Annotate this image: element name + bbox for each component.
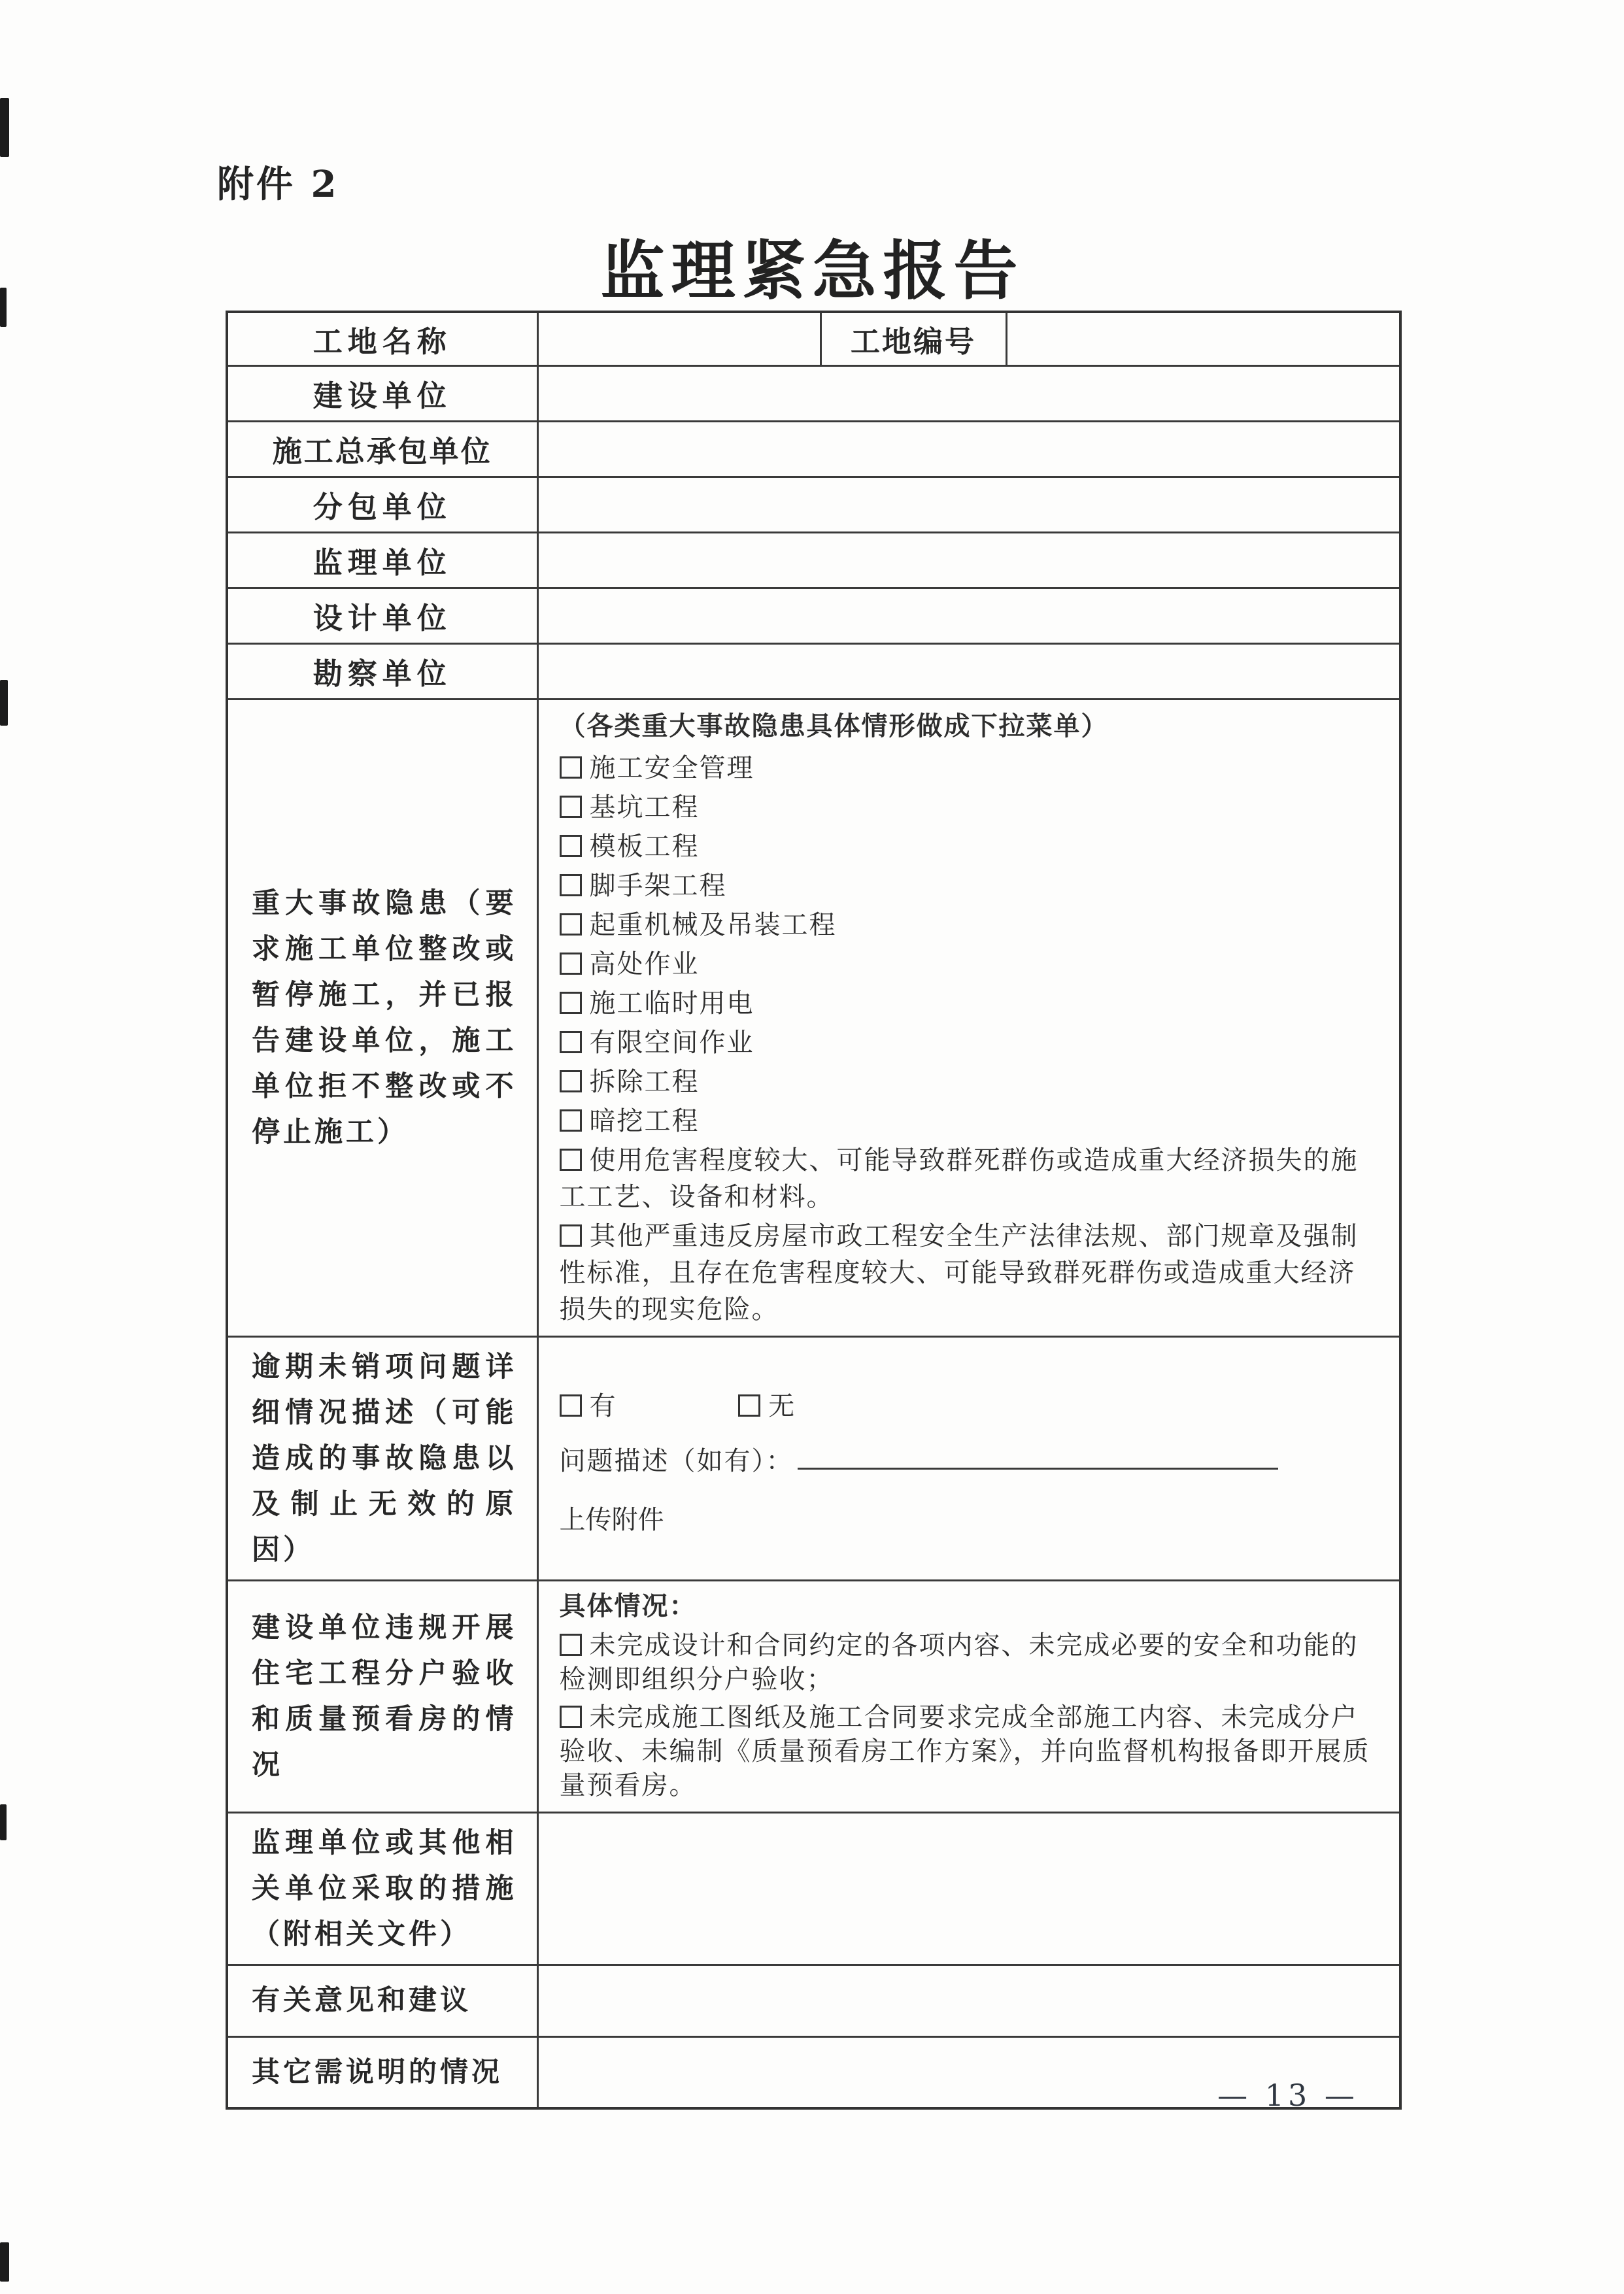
overdue-issue-content-cell xyxy=(537,1336,1400,1580)
checkbox-icon xyxy=(560,1031,582,1053)
scan-artifact xyxy=(0,98,9,157)
problem-description-row xyxy=(560,1443,1381,1479)
problem-description-label: 问题描述（如有）： xyxy=(559,1445,794,1476)
major-hazard-label-cell: 重大事故隐患（要求施工单位整改或暂停施工，并已报告建设单位，施工单位拒不整改或不停止施工） xyxy=(227,699,537,1336)
hazard-option-label: 起重机械及吊装工程 xyxy=(589,909,837,940)
hazard-option xyxy=(560,750,1381,786)
checkbox-icon xyxy=(560,992,582,1014)
table-row xyxy=(227,1965,1400,2036)
table-row xyxy=(227,643,1400,699)
option-yes xyxy=(560,1388,616,1425)
design-unit-label-cell: 设计单位 xyxy=(227,588,537,643)
option-yes-label: 有 xyxy=(589,1391,616,1421)
hazard-option-label: 施工安全管理 xyxy=(589,752,754,783)
scan-artifact xyxy=(0,1804,7,1840)
scan-artifact xyxy=(0,680,8,726)
checkbox-icon xyxy=(560,1634,582,1656)
table-row xyxy=(227,532,1400,588)
supervision-unit-label-cell: 监理单位 xyxy=(227,532,537,588)
page-title: 监理紧急报告 xyxy=(600,233,1024,309)
hazard-option-label: 高处作业 xyxy=(589,949,700,979)
hazard-option xyxy=(560,828,1381,865)
site-code-value-cell xyxy=(1006,312,1400,365)
checkbox-icon xyxy=(560,913,582,936)
site-name-value-cell xyxy=(537,312,820,365)
hazard-option xyxy=(560,946,1381,983)
hazard-option-label: 脚手架工程 xyxy=(589,870,727,901)
hazard-option xyxy=(560,789,1381,826)
site-name-label-cell: 工地名称 xyxy=(227,312,537,365)
hazard-option xyxy=(560,868,1381,904)
answer-line xyxy=(798,1450,1278,1470)
dropdown-menu-note: （各类重大事故隐患具体情形做成下拉菜单） xyxy=(559,711,1109,741)
checkbox-icon xyxy=(560,1109,582,1132)
survey-unit-label-cell: 勘察单位 xyxy=(227,643,537,699)
attachment-label: 附件 2 xyxy=(217,163,339,206)
checkbox-icon xyxy=(560,874,582,896)
construction-unit-value-cell xyxy=(537,365,1400,421)
scan-artifact xyxy=(0,2242,9,2282)
yes-no-options xyxy=(560,1388,1381,1425)
table-row xyxy=(227,477,1400,532)
hazard-option-label: 基坑工程 xyxy=(589,792,700,822)
hazard-option xyxy=(560,985,1381,1022)
violation-option-label: 未完成施工图纸及施工合同要求完成全部施工内容、未完成分户验收、未编制《质量预看房工作方案》，并向监督机构报备即开展质量预看房。 xyxy=(559,1702,1370,1800)
emergency-report-form-table xyxy=(226,311,1402,2110)
checkbox-icon xyxy=(560,1070,582,1092)
opinions-value-cell xyxy=(537,1965,1400,2036)
checkbox-icon xyxy=(560,1394,582,1417)
table-row xyxy=(227,421,1400,477)
option-no-label: 无 xyxy=(768,1391,795,1421)
measures-value-cell xyxy=(537,1812,1400,1965)
hazard-option xyxy=(560,1218,1381,1328)
table-row xyxy=(227,1812,1400,1965)
hazard-option xyxy=(560,907,1381,943)
other-notes-label-cell: 其它需说明的情况 xyxy=(227,2036,537,2108)
owner-violation-label-cell: 建设单位违规开展住宅工程分户验收和质量预看房的情况 xyxy=(227,1580,537,1812)
table-row xyxy=(227,1580,1400,1812)
subcontractor-value-cell xyxy=(537,477,1400,532)
table-row xyxy=(227,699,1400,1336)
checkbox-icon xyxy=(560,953,582,975)
construction-unit-label-cell: 建设单位 xyxy=(227,365,537,421)
checkbox-icon xyxy=(560,1149,582,1171)
table-row xyxy=(227,1336,1400,1580)
page-number: — 13 — xyxy=(1217,2078,1359,2113)
measures-label-cell: 监理单位或其他相关单位采取的措施（附相关文件） xyxy=(227,1812,537,1965)
design-unit-value-cell xyxy=(537,588,1400,643)
hazard-options-list xyxy=(560,750,1381,1328)
checkbox-icon xyxy=(560,1224,582,1247)
owner-violation-content-cell xyxy=(537,1580,1400,1812)
hazard-option-label: 使用危害程度较大、可能导致群死群伤或造成重大经济损失的施工工艺、设备和材料。 xyxy=(559,1145,1359,1212)
checkbox-icon xyxy=(560,756,582,779)
general-contractor-label-cell: 施工总承包单位 xyxy=(227,421,537,477)
hazard-option-label: 施工临时用电 xyxy=(589,988,754,1019)
scan-artifact xyxy=(0,288,7,327)
violation-option xyxy=(560,1700,1381,1802)
hazard-option xyxy=(560,1142,1381,1215)
option-no xyxy=(738,1388,794,1425)
checkbox-icon xyxy=(560,1706,582,1728)
violation-option-label: 未完成设计和合同约定的各项内容、未完成必要的安全和功能的检测即组织分户验收； xyxy=(559,1630,1359,1695)
hazard-option-label: 暗挖工程 xyxy=(589,1105,700,1136)
site-code-label-cell: 工地编号 xyxy=(820,312,1006,365)
supervision-unit-value-cell xyxy=(537,532,1400,588)
hazard-option-label: 模板工程 xyxy=(589,831,700,862)
hazard-option xyxy=(560,1024,1381,1061)
checkbox-icon xyxy=(738,1394,760,1417)
subcontractor-label-cell: 分包单位 xyxy=(227,477,537,532)
hazard-option xyxy=(560,1064,1381,1100)
major-hazard-content-cell xyxy=(537,699,1400,1336)
general-contractor-value-cell xyxy=(537,421,1400,477)
table-row xyxy=(227,588,1400,643)
hazard-option-label: 拆除工程 xyxy=(589,1066,700,1097)
survey-unit-value-cell xyxy=(537,643,1400,699)
violation-options-list xyxy=(560,1628,1381,1802)
checkbox-icon xyxy=(560,835,582,857)
upload-attachment-label: 上传附件 xyxy=(559,1504,664,1535)
opinions-label-cell: 有关意见和建议 xyxy=(227,1965,537,2036)
hazard-option-label: 其他严重违反房屋市政工程安全生产法律法规、部门规章及强制性标准，且存在危害程度较大、可能导致群死群伤或造成重大经济损失的现实危险。 xyxy=(559,1221,1359,1324)
table-row xyxy=(227,365,1400,421)
hazard-option-label: 有限空间作业 xyxy=(589,1027,754,1058)
table-row xyxy=(227,312,1400,365)
detail-label: 具体情况： xyxy=(559,1591,697,1621)
checkbox-icon xyxy=(560,796,582,818)
overdue-issue-label-cell: 逾期未销项问题详细情况描述（可能造成的事故隐患以及制止无效的原因） xyxy=(227,1336,537,1580)
hazard-option xyxy=(560,1103,1381,1139)
violation-option xyxy=(560,1628,1381,1696)
